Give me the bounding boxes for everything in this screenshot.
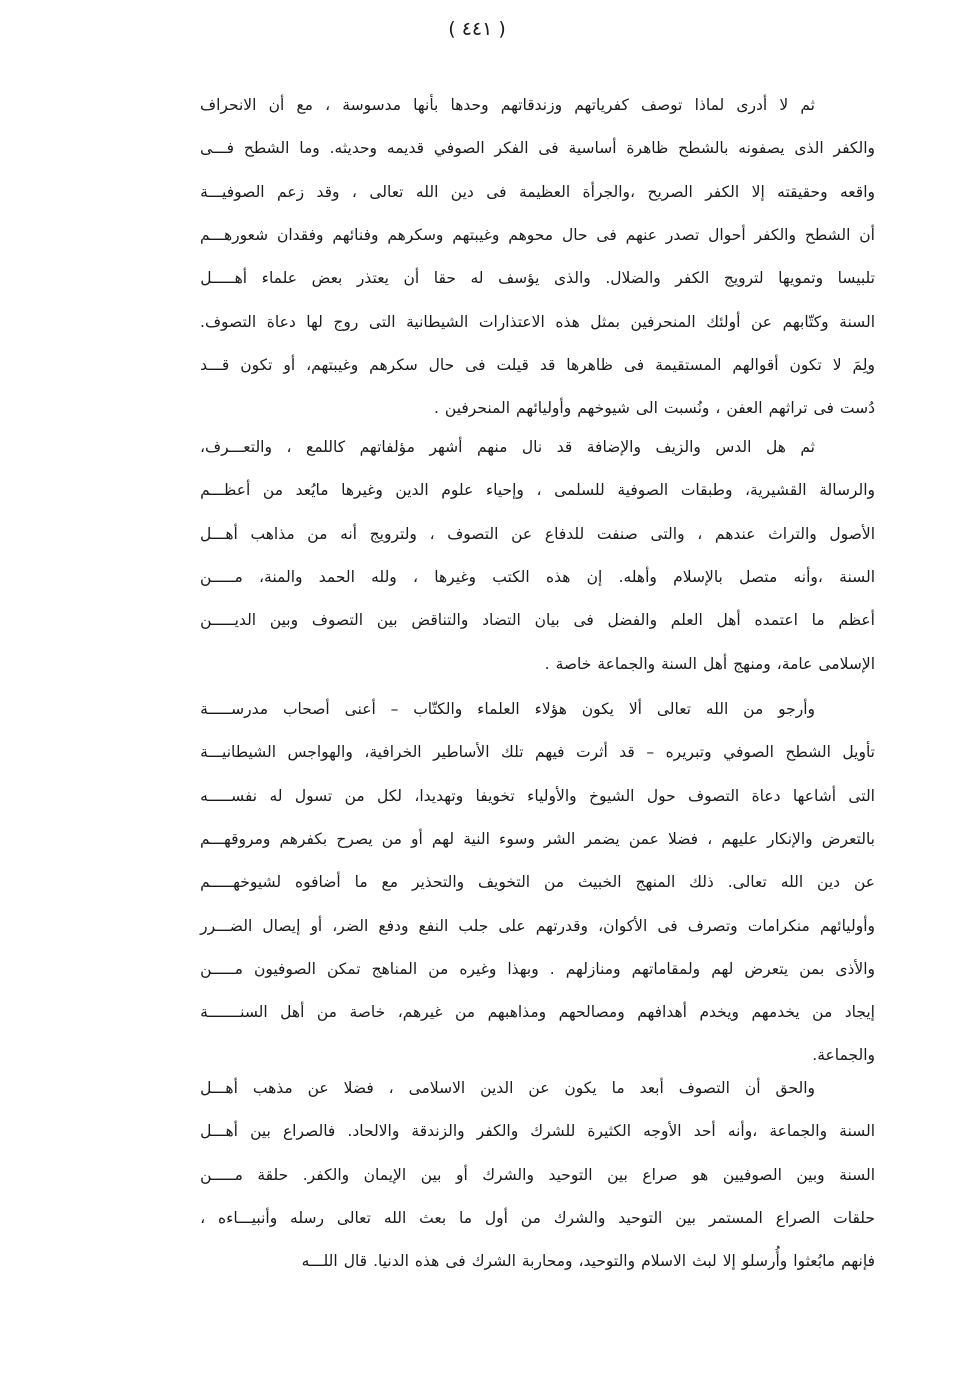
text-line: والكفر الذى يصفونه بالشطح ظاهرة أساسية فى الفكر الصوفي قديمه وحديثه. وما الشطح فـــى bbox=[200, 139, 875, 158]
text-line: ثم لا أدرى لماذا توصف كفرياتهم وزندقاتهم وحدها بأنها مدسوسة ، مع أن الانحراف bbox=[200, 96, 815, 114]
text-line: دُست فى تراثهم العفن ، ونُسبت الى شيوخهم وأوليائهم المنحرفين . bbox=[433, 399, 875, 418]
text-line: ولِمَ لا تكون أقوالهم المستقيمة فى ظاهرها قد قيلت فى حال سكرهم وغيبتهم، أو تكون قـــد bbox=[200, 355, 875, 374]
text-line: فإنهم مابُعثوا وأُرسلو إلا لبث الاسلام والتوحيد، ومحاربة الشرك فى هذه الدنيا. قال اللـــه bbox=[301, 1252, 875, 1271]
text-line: واقعه وحقيقته إلا الكفر الصريح ،والجرأة العظيمة فى دين الله تعالى ، وقد زعم الصوفيـــة bbox=[200, 182, 875, 201]
text-line: بالتعرض والإنكار عليهم ، فضلا عمن يضمر الشر وسوء النية لهم أو من يصرح بكفرهم ومروقهـــم bbox=[200, 829, 875, 848]
text-line: الأصول والتراث عندهم ، والتى صنفت للدفاع عن التصوف ، ولترويج أنه من مذاهب أهـــل bbox=[200, 524, 875, 543]
text-line: السنة وكتّابهم عن أولئك المنحرفين بمثل هذه الاعتذارات الشيطانية التى روج لها دعاة التصوف. bbox=[200, 312, 875, 331]
text-line: إيجاد من يخدمهم ويخدم أهدافهم ومصالحهم ومذاهبهم من غيرهم، خاصة من أهل السنـــــــة bbox=[200, 1003, 875, 1022]
text-line: وأرجو من الله تعالى ألا يكون هؤلاء العلماء والكتّاب – أعنى أصحاب مدرســـــة bbox=[200, 700, 815, 718]
text-line: السنة ،وأنه متصل بالإسلام وأهله. إن هذه الكتب وغيرها ، ولله الحمد والمنة، مـــــن bbox=[200, 567, 875, 586]
text-line: تأويل الشطح الصوفي وتبريره – قد أثرت فيهم تلك الأساطير الخرافية، والهواجس الشيطانيـــة bbox=[200, 743, 875, 762]
text-line: أن الشطح والكفر أحوال تصدر عنهم فى حال محوهم وغيبتهم وسكرهم وفنائهم وفقدان شعورهـــم bbox=[200, 225, 875, 244]
text-line: والرسالة القشيرية، وطبقات الصوفية للسلمى ، وإحياء علوم الدين وغيرها مايُعد من أعظـــم bbox=[200, 481, 875, 500]
text-line: حلقات الصراع المستمر بين التوحيد والشرك من أول ما بعث الله تعالى رسله وأنبيـــاءه ، bbox=[200, 1208, 875, 1227]
text-line: وأوليائهم منكرامات وتصرف فى الأكوان، وقدرتهم على جلب النفع ودفع الضر، أو إيصال الضـــرر bbox=[200, 916, 875, 935]
text-line: عن دين الله تعالى. ذلك المنهج الخبيث من التخويف والتحذير مع ما أضافوه لشيوخهـــــم bbox=[200, 873, 875, 892]
page-number: ( ٤٤١ ) bbox=[448, 18, 506, 40]
text-line: والحق أن التصوف أبعد ما يكون عن الدين الاسلامى ، فضلا عن مذهب أهـــل bbox=[200, 1079, 815, 1097]
text-line: التى أشاعها دعاة التصوف حول الشيوخ والأولياء تخويفا وتهديدا، لكل من تسول له نفســـــه bbox=[200, 786, 875, 805]
text-line: أعظم ما اعتمده أهل العلم والفضل فى بيان التضاد والتناقض بين التصوف وبين الديـــــن bbox=[200, 611, 875, 630]
text-line: والأذى بمن يتعرض لهم ولمقاماتهم ومنازلهم . وبهذا وغيره من المناهج تمكن الصوفيون مـــــن bbox=[200, 959, 875, 978]
text-line: تلبيسا وتمويها لترويج الكفر والضلال. والذى يؤسف له حقا أن يعتذر بعض علماء أهـــــل bbox=[200, 269, 875, 288]
text-line: السنة والجماعة ،وأنه أحد الأوجه الكثيرة للشرك والكفر والزندقة والالحاد. فالصراع بين أهـــل bbox=[200, 1122, 875, 1141]
text-line: السنة وبين الصوفيين هو صراع بين التوحيد والشرك أو بين الإيمان والكفر. حلقة مـــــن bbox=[200, 1165, 875, 1184]
text-line: الإسلامى عامة، ومنهج أهل السنة والجماعة خاصة . bbox=[544, 654, 875, 673]
text-line: والجماعة. bbox=[812, 1046, 875, 1065]
text-line: ثم هل الدس والزيف والإضافة قد نال منهم أشهر مؤلفاتهم كاللمع ، والتعـــرف، bbox=[200, 438, 815, 456]
